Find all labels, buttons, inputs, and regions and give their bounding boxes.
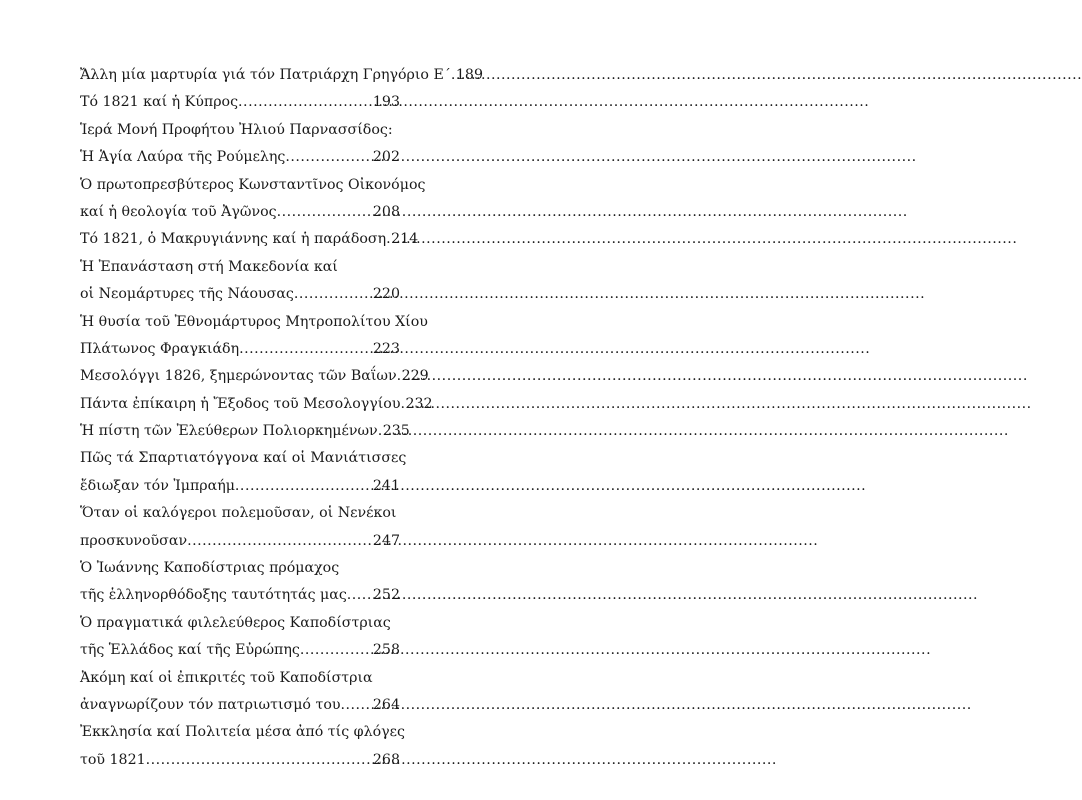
toc-entry-line bbox=[80, 473, 400, 500]
table-of-contents bbox=[80, 62, 483, 774]
toc-entry-line bbox=[80, 89, 400, 116]
toc-entry-line bbox=[80, 199, 400, 226]
toc-entry-title: Ἡ πίστη τῶν Ἐλεύθερων Πολιορκημένων bbox=[80, 423, 378, 440]
toc-entry-title: Ἡ θυσία τοῦ Ἐθνομάρτυρος Μητροπολίτου Χίου bbox=[80, 313, 428, 330]
toc-entry-title: Μεσολόγγι 1826, ξημερώνοντας τῶν Βαΐων bbox=[80, 368, 397, 385]
toc-page-number: 220 bbox=[372, 286, 400, 303]
toc-entry-line bbox=[80, 582, 400, 609]
toc-page-number: 232 bbox=[405, 395, 433, 412]
toc-entry-title: Ὁ Ἰωάννης Καποδίστριας πρόμαχος bbox=[80, 560, 340, 577]
toc-entry-title: Ἡ Ἐπανάσταση στή Μακεδονία καί bbox=[80, 258, 338, 275]
toc-entry-line-continued bbox=[80, 555, 400, 582]
toc-dot-leader bbox=[285, 144, 372, 171]
toc-entry-line-continued bbox=[80, 500, 400, 527]
toc-page-number: 229 bbox=[401, 368, 429, 385]
toc-entry-title: Ὅταν οἱ καλόγεροι πολεμοῦσαν, οἱ Νενέκοι bbox=[80, 505, 397, 522]
toc-dot-leader bbox=[187, 528, 372, 555]
toc-entry-line bbox=[80, 692, 400, 719]
toc-entry-line bbox=[80, 747, 400, 774]
toc-entry-title: Ὁ πρωτοπρεσβύτερος Κωνσταντῖνος Οἰκονόμος bbox=[80, 176, 426, 193]
toc-entry-line bbox=[80, 336, 400, 363]
toc-entry-title: Ἀκόμη καί οἱ ἐπικριτές τοῦ Καποδίστρια bbox=[80, 669, 373, 686]
toc-entry-title: τῆς ἑλληνορθόδοξης ταυτότητάς μας bbox=[80, 587, 347, 604]
toc-page-number: 208 bbox=[372, 203, 400, 220]
toc-entry-line-continued bbox=[80, 719, 405, 746]
toc-entry-title: Ἄλλη μία μαρτυρία γιά τόν Πατριάρχη Γρηγόριο Ε΄ bbox=[80, 67, 451, 83]
toc-entry-line bbox=[80, 144, 400, 171]
toc-dot-leader bbox=[341, 692, 372, 719]
toc-entry-title: ἔδιωξαν τόν Ἰμπραήμ bbox=[80, 477, 235, 494]
toc-entry-line bbox=[80, 226, 419, 253]
toc-entry-line-continued bbox=[80, 665, 400, 692]
toc-entry-line bbox=[80, 418, 410, 445]
toc-entry-title: Πάντα ἐπίκαιρη ἡ Ἔξοδος τοῦ Μεσολογγίου bbox=[80, 395, 401, 412]
toc-dot-leader bbox=[347, 582, 372, 609]
page bbox=[0, 0, 483, 800]
toc-page-number: 235 bbox=[382, 423, 410, 440]
toc-entry-line-continued bbox=[80, 610, 400, 637]
toc-entry-title: οἱ Νεομάρτυρες τῆς Νάουσας bbox=[80, 286, 294, 303]
toc-entry-title: προσκυνοῦσαν bbox=[80, 532, 188, 549]
toc-entry-title: Τό 1821 καί ἡ Κύπρος bbox=[80, 94, 239, 111]
toc-entry-line-continued bbox=[80, 254, 400, 281]
toc-page-number: 223 bbox=[372, 340, 400, 357]
toc-entry-line-continued bbox=[80, 309, 428, 336]
toc-dot-leader bbox=[235, 473, 372, 500]
toc-page-number: 193 bbox=[372, 94, 400, 111]
toc-page-number: 247 bbox=[372, 532, 400, 549]
toc-page-number: 258 bbox=[372, 642, 400, 659]
toc-entry-title: Ἡ Ἁγία Λαύρα τῆς Ρούμελης bbox=[80, 149, 286, 166]
toc-entry-title: τῆς Ἑλλάδος καί τῆς Εὐρώπης bbox=[80, 642, 300, 659]
toc-page-number: 268 bbox=[372, 751, 400, 768]
toc-entry-title: Τό 1821, ὁ Μακρυγιάννης καί ἡ παράδοση bbox=[80, 231, 387, 248]
toc-page-number: 252 bbox=[372, 587, 400, 604]
toc-entry-title: Ἱερά Μονή Προφήτου Ἠλιού Παρνασσίδος: bbox=[80, 121, 393, 138]
toc-dot-leader bbox=[238, 89, 372, 116]
toc-entry-title: Ὁ πραγματικά φιλελεύθερος Καποδίστριας bbox=[80, 614, 391, 631]
toc-entry-line bbox=[80, 281, 400, 308]
toc-entry-line bbox=[80, 62, 483, 89]
toc-entry-title: Πλάτωνος Φραγκιάδη bbox=[80, 340, 240, 357]
toc-dot-leader bbox=[146, 747, 372, 774]
toc-entry-line-continued bbox=[80, 445, 407, 472]
toc-page-number: 189 bbox=[455, 67, 483, 83]
toc-dot-leader bbox=[239, 336, 372, 363]
toc-entry-line-continued bbox=[80, 117, 400, 144]
toc-dot-leader bbox=[294, 281, 372, 308]
toc-entry-line bbox=[80, 391, 433, 418]
toc-entry-line bbox=[80, 363, 429, 390]
toc-dot-leader bbox=[277, 199, 372, 226]
toc-entry-line-continued bbox=[80, 172, 426, 199]
toc-entry-title: καί ἡ θεολογία τοῦ Ἀγῶνος bbox=[80, 203, 277, 220]
toc-page-number: 202 bbox=[372, 149, 400, 166]
toc-entry-title: Ἐκκλησία καί Πολιτεία μέσα ἀπό τίς φλόγες bbox=[80, 724, 405, 741]
toc-dot-leader bbox=[300, 637, 372, 664]
toc-page-number: 241 bbox=[372, 477, 400, 494]
toc-entry-line bbox=[80, 637, 400, 664]
toc-page-number: 264 bbox=[372, 696, 400, 713]
toc-entry-title: τοῦ 1821 bbox=[80, 751, 146, 768]
toc-entry-title: Πῶς τά Σπαρτιατόγγονα καί οἱ Μανιάτισσες bbox=[80, 450, 407, 467]
toc-entry-line bbox=[80, 528, 400, 555]
toc-entry-title: ἀναγνωρίζουν τόν πατριωτισμό του bbox=[80, 696, 341, 713]
toc-page-number: 214 bbox=[391, 231, 419, 248]
